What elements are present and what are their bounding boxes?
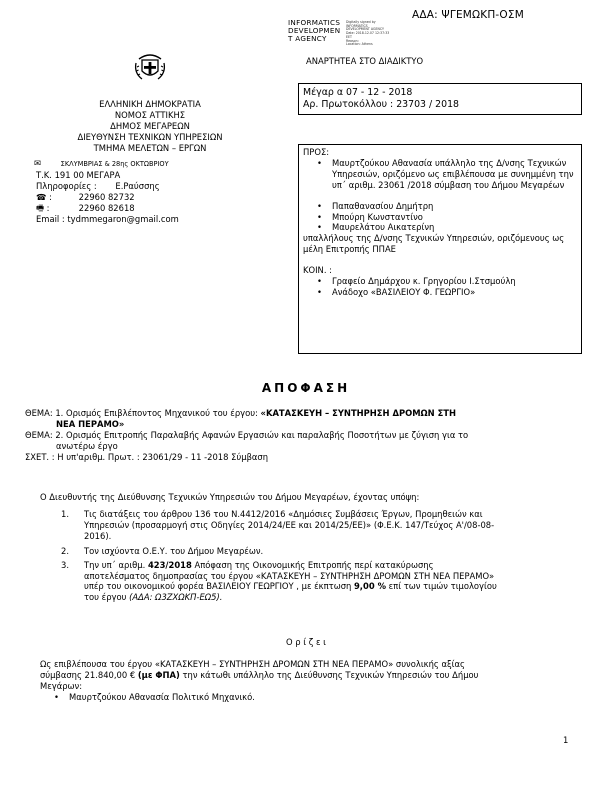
date-protocol-box xyxy=(298,83,582,115)
reference: ΣΧΕΤ. : Η υπ'αριθμ. Πρωτ. : 23061/29 - 11 -2018 Σύμβαση xyxy=(25,451,269,462)
email-row: Email : tydmmegaron@gmail.com xyxy=(36,213,179,224)
recipient-supervisor: • Μαυρτζούκου Αθανασία υπάλληλο της Δ/νσης Τεχνικών Υπηρεσιών, οριζόμενο ως επιβλέπουσα με συνημμένη την υπ΄ αριθμ. 23061 /2018 σύμβαση του Δήμου Μεγαρέων xyxy=(303,158,577,191)
fax-icon: 🖷 : xyxy=(36,202,50,213)
signature-details: Digitally signed by INFORMATICS DEVELOPMENT AGENCY Date: 2018.12.07 12:37:33 EET Reason: Location: Athens xyxy=(346,20,390,47)
postal-code: Τ.Κ. 191 00 ΜΕΓΑΡΑ xyxy=(36,169,121,180)
phone-row: ☎ : 22960 82732 xyxy=(36,191,135,202)
publish-notice: ΑΝΑΡΤΗΤΕΑ ΣΤΟ ΔΙΑΔΙΚΤΥΟ xyxy=(306,56,424,66)
address-row: ✉ ΣΚΛΥΜΒΡΙΑΣ & 28ης ΟΚΤΩΒΡΙΟΥ xyxy=(34,158,169,168)
greek-emblem-icon xyxy=(133,49,167,83)
document-title: ΑΠΟΦΑΣΗ xyxy=(261,381,351,395)
to-label: ΠΡΟΣ: xyxy=(303,147,330,157)
decision-text: Ως επιβλέπουσα του έργου «ΚΑΤΑΣΚΕΥΗ – ΣΥΝΤΗΡΗΣΗ ΔΡΟΜΩΝ ΣΤΗ ΝΕΑ ΠΕΡΑΜΟ» συνολικής αξίας σύμβασης 21.840,00 € (με ΦΠΑ) την κάτωθι υπάλληλο της Διεύθυνσης Τεχνικών Υπηρεσιών του Δήμου Μεγάρων: • Μαυρτζούκου Αθανασία Πολιτικό Μηχανικό. xyxy=(40,659,585,703)
committee-member: • Μπούρη Κωνσταντίνο xyxy=(303,212,577,223)
authority-header: ΕΛΛΗΝΙΚΗ ΔΗΜΟΚΡΑΤΙΑ ΝΟΜΟΣ ΑΤΤΙΚΗΣ ΔΗΜΟΣ ΜΕΓΑΡΕΩΝ ΔΙΕΥΘΥΝΣΗ ΤΕΧΝΙΚΩΝ ΥΠΗΡΕΣΙΩΝ ΤΜΗΜΑ ΜΕΛΕΤΩΝ – ΕΡΓΩΝ xyxy=(77,99,223,153)
subject-block: ΘΕΜΑ: 1. Ορισμός Επιβλέποντος Μηχανικού του έργου: «ΚΑΤΑΣΚΕΥΗ – ΣΥΝΤΗΡΗΣΗ ΔΡΟΜΩΝ ΣΤΗ ΝΕΑ ΠΕΡΑΜΟ» ΘΕΜΑ: 2. Ορισμός Επιτροπής Παραλαβής Αφανών Εργασιών και παραλαβής Ποσοτήτων με ζύγιση για το ανωτέρω έργο ΣΧΕΤ. : Η υπ'αριθμ. Πρωτ. : 23061/29 - 11 -2018 Σύμβαση xyxy=(25,408,585,463)
page-number: 1 xyxy=(563,735,569,745)
signer-name: INFORMATICS DEVELOPMEN T AGENCY xyxy=(288,18,341,44)
koin-recipient: • Γραφείο Δημάρχου κ. Γρηγορίου Ι.Στσμούλη xyxy=(303,276,577,287)
list-item: 2. Τον ισχύοντα Ο.Ε.Υ. του Δήμου Μεγαρέων. xyxy=(61,545,264,556)
phone-icon: ☎ : xyxy=(36,191,52,202)
envelope-icon: ✉ xyxy=(34,158,42,168)
supervisor-bullet: • Μαυρτζούκου Αθανασία Πολιτικό Μηχανικό. xyxy=(40,692,585,703)
protocol-number: Αρ. Πρωτοκόλλου : 23703 / 2018 xyxy=(303,98,459,110)
committee-member: • Παπαθανασίου Δημήτρη xyxy=(303,201,577,212)
decision-heading: Ο ρ ί ζ ε ι xyxy=(286,637,326,647)
digital-signature-block xyxy=(288,18,390,47)
place-date: Μέγαρ α 07 - 12 - 2018 xyxy=(303,87,413,98)
fax-row: 🖷 : 22960 82618 xyxy=(36,202,135,213)
list-item: 1. Τις διατάξεις του άρθρου 136 του Ν.4412/2016 «Δημόσιες Συμβάσεις Έργων, Προμηθειών και Υπηρεσιών (προσαρμογή στις Οδηγίες 2014/24/ΕΕ και 2014/25/ΕΕ)» (Φ.Ε.Κ. 147/Τεύχος Α'/08-08- 2016). xyxy=(61,509,495,541)
info-row: Πληροφορίες : Ε.Ραύσσης xyxy=(36,180,160,191)
members-note: υπαλλήλους της Δ/νσης Τεχνικών Υπηρεσιών, οριζόμενους ως μέλη Επιτροπής ΠΠΑΕ xyxy=(303,233,565,255)
ada-code: ΑΔΑ: ΨΓΕΜΩΚΠ-ΟΣΜ xyxy=(412,9,524,21)
recipients-box xyxy=(298,144,582,354)
considerations-list xyxy=(55,509,585,603)
intro-text: Ο Διευθυντής της Διεύθυνσης Τεχνικών Υπηρεσιών του Δήμου Μεγαρέων, έχοντας υπόψη: xyxy=(40,492,420,502)
committee-member: • Μαυρελάτου Αικατερίνη xyxy=(303,222,577,233)
koin-recipient: • Ανάδοχο «ΒΑΣΙΛΕΙΟΥ Φ. ΓΕΩΡΓΙΟ» xyxy=(303,287,577,298)
koin-label: ΚΟΙΝ. : xyxy=(303,265,332,276)
list-item: 3. Την υπ΄ αριθμ. 423/2018 Απόφαση της Οικονομικής Επιτροπής περί κατακύρωσης αποτελέσματος δημοπρασίας του έργου «ΚΑΤΑΣΚΕΥΗ – ΣΥΝΤΗΡΗΣΗ ΔΡΟΜΩΝ ΣΤΗ ΝΕΑ ΠΕΡΑΜΟ» υπέρ του οικονομικού φορέα ΒΑΣΙΛΕΙΟΥ ΓΕΩΡΓΙΟΥ , με έκπτωση 9,00 % επί των τιμών τιμολογίου του έργου (ΑΔΑ: Ω3ΖΧΩΚΠ-ΕΩ5). xyxy=(61,559,497,603)
contact-info xyxy=(36,158,179,224)
